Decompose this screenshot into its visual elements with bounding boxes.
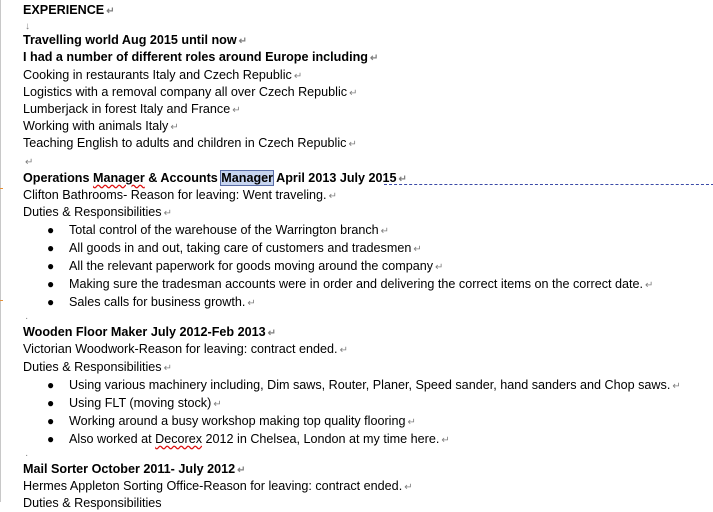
list-item: Working with animals Italy ↵ [23,119,179,134]
bullet-item: ● Sales calls for business growth. ↵ [47,295,256,310]
empty-line [23,19,713,32]
bullet-icon: ● [47,431,55,446]
bullet-item: ● All the relevant paperwork for goods moving around the company ↵ [47,259,444,274]
experience-heading: EXPERIENCE [23,3,105,17]
paragraph-mark: ↵ [238,36,248,48]
bullet-item: ● Working around a busy workshop making top quality flooring ↵ [47,413,416,428]
selected-word[interactable]: Manager [221,170,274,185]
bullet-icon: ● [47,223,55,238]
document-page[interactable] [23,2,713,512]
job-title: Travelling world Aug 2015 until now ↵ [23,33,248,48]
job-title: Operations Manager & Accounts Manager April 2013 July 2015 ↵ [23,170,407,185]
spelling-flagged-word[interactable]: Decorex [155,431,203,446]
list-item: Lumberjack in forest Italy and France ↵ [23,101,241,116]
bullet-icon: ● [47,241,55,256]
empty-line: · [25,313,29,325]
list-item: Cooking in restaurants Italy and Czech Republic ↵ [23,67,303,82]
bullet-icon: ● [47,377,55,392]
bullet-icon: ● [47,259,55,274]
job-title: Mail Sorter October 2011- July 2012 ↵ [23,461,246,476]
spelling-flagged-word[interactable]: Manager [92,170,145,185]
bullet-icon: ● [47,277,55,292]
selection-underline [384,184,713,185]
empty-line: ↵ [25,156,34,168]
margin-marker [0,188,3,189]
paragraph-mark: ↵ [369,53,379,65]
page-margin-line [0,0,1,502]
bullet-item: ● Total control of the warehouse of the Warrington branch ↵ [47,223,390,238]
bullet-icon: ● [47,295,55,310]
bullet-icon: ● [47,395,55,410]
company-line: Hermes Appleton Sorting Office-Reason for leaving: contract ended. ↵ [23,479,413,493]
bullet-item: ● Using FLT (moving stock) ↵ [47,395,222,410]
line-break-mark: ↓ [25,21,30,33]
list-item: Logistics with a removal company all over Czech Republic ↵ [23,84,358,99]
section-heading [23,2,713,19]
company-line: Victorian Woodwork-Reason for leaving: contract ended. ↵ [23,342,348,357]
bullet-item: ● All goods in and out, taking care of customers and tradesmen ↵ [47,241,422,256]
margin-marker [0,300,3,301]
job-title: Wooden Floor Maker July 2012-Feb 2013 ↵ [23,325,277,340]
company-line: Clifton Bathrooms- Reason for leaving: Went traveling. ↵ [23,187,337,202]
duties-heading: Duties & Responsibilities ↵ [23,205,172,220]
duties-heading: Duties & Responsibilities [23,496,162,511]
bullet-item: ● Using various machinery including, Dim saws, Router, Planer, Speed sander, hand sanders and Chop saws. ↵ [47,377,681,392]
job-subtitle: I had a number of different roles around Europe including ↵ [23,50,379,65]
list-item: Teaching English to adults and children in Czech Republic ↵ [23,136,357,151]
bullet-item: ● Making sure the tradesman accounts were in order and delivering the correct items on the correct date. ↵ [47,277,654,292]
empty-line: · [25,449,29,461]
paragraph-mark: ↵ [106,6,115,17]
duties-heading: Duties & Responsibilities ↵ [23,359,172,374]
bullet-item: ● Also worked at Decorex 2012 in Chelsea, London at my time here. ↵ [47,431,450,446]
bullet-icon: ● [47,413,55,428]
